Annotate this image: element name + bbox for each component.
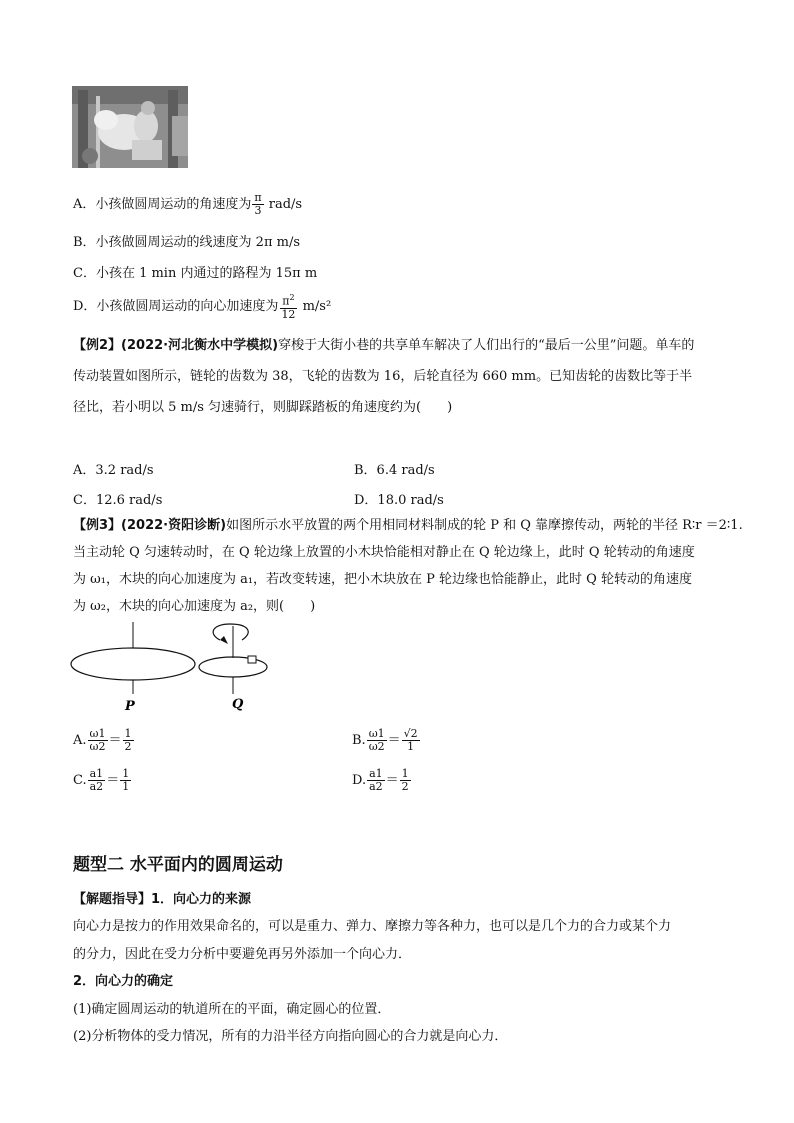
- option-d-text: D．小孩做圆周运动的向心加速度为: [73, 298, 279, 314]
- example3-option-b: B. $\frac{\omega 1}{\omega 2}$ ＝ $\frac{√2}{1}$: [352, 727, 418, 753]
- example2-line3: 径比，若小明以 5 m/s 匀速骑行，则脚踩踏板的角速度约为( ): [73, 400, 453, 415]
- option-d-fraction: [279, 292, 297, 321]
- section-title: 题型二 水平面内的圆周运动: [73, 855, 283, 875]
- example-source: (2022·河北衡水中学模拟): [121, 338, 279, 353]
- q1-option-d: [73, 292, 331, 321]
- q1-option-c: C．小孩在 1 min 内通过的路程为 15π m: [73, 266, 318, 281]
- ratio-left: $\frac{\omega 1}{\omega 2}$: [368, 727, 385, 753]
- option-a-text: A．小孩做圆周运动的角速度为: [73, 197, 252, 212]
- example3-line2: 当主动轮 Q 匀速转动时，在 Q 轮边缘上放置的小木块恰能相对静止在 Q 轮边缘上，此时 Q 轮转动的角速度: [73, 545, 695, 560]
- guide-item-1: 1．向心力的来源: [151, 892, 252, 907]
- example2-option-a: A．3.2 rad/s: [73, 463, 154, 478]
- option-a-unit: rad/s: [264, 197, 303, 212]
- example3-option-c: C. $\frac{a1}{a2}$ ＝ $\frac{1}{1}$: [73, 767, 130, 793]
- example2-option-d: D．18.0 rad/s: [354, 493, 444, 508]
- q1-option-a: [73, 192, 302, 217]
- wheel-p: [71, 648, 195, 680]
- wheel-q: [199, 657, 267, 677]
- example3-option-a: A. $\frac{\omega 1}{\omega 2}$ ＝ $\frac{1}{2}$: [73, 727, 132, 753]
- example-label: 【例2】: [73, 338, 122, 353]
- example-source: (2022·资阳诊断): [121, 518, 227, 533]
- guide-label: 【解题指导】: [73, 892, 152, 907]
- label-q: Q: [232, 697, 244, 712]
- example-label: 【例3】: [73, 518, 122, 533]
- guide-paragraph-line1: 向心力是按力的作用效果命名的，可以是重力、弹力、摩擦力等各种力，也可以是几个力的合力或某个力: [73, 919, 672, 934]
- fraction-denominator: 12: [281, 307, 296, 321]
- ratio-left: $\frac{a1}{a2}$: [369, 767, 383, 793]
- guide-heading: [73, 888, 251, 907]
- example3-line3: 为 ω₁，木块的向心加速度为 a₁，若改变转速，把小木块放在 P 轮边缘也恰能静止，此时 Q 轮转动的角速度: [73, 572, 692, 587]
- fraction-numerator: π: [254, 191, 262, 204]
- rotation-arrow-icon: [213, 624, 248, 640]
- ratio-left: $\frac{\omega 1}{\omega 2}$: [89, 727, 106, 753]
- label-p: P: [125, 699, 135, 714]
- example2-option-b: B．6.4 rad/s: [354, 463, 435, 478]
- fraction-numerator: $\pi^2$: [282, 293, 295, 308]
- carousel-photo: [72, 86, 188, 168]
- example2-line1: 【例2】(2022·河北衡水中学模拟)穿梭于大街小巷的共享单车解决了人们出行的“最后一公里”问题。单车的: [73, 338, 695, 353]
- guide-item-2: 2．向心力的确定: [73, 974, 174, 989]
- example3-line4: 为 ω₂，木块的向心加速度为 a₂，则( ): [73, 599, 316, 614]
- section-heading: [73, 850, 283, 875]
- fraction-denominator: 3: [254, 204, 262, 217]
- ratio-left: $\frac{a1}{a2}$: [89, 767, 104, 793]
- example3-option-d: D. $\frac{a1}{a2}$ ＝ $\frac{1}{2}$: [352, 767, 409, 793]
- ratio-right: $\frac{1}{2}$: [124, 727, 132, 753]
- friction-wheels-figure: [70, 618, 270, 716]
- guide-step-1: (1)确定圆周运动的轨道所在的平面，确定圆心的位置．: [73, 1002, 391, 1017]
- q1-option-b: B．小孩做圆周运动的线速度为 2π m/s: [73, 235, 301, 250]
- guide-step-2: (2)分析物体的受力情况，所有的力沿半径方向指向圆心的合力就是向心力．: [73, 1029, 508, 1044]
- ratio-right: $\frac{√2}{1}$: [403, 727, 418, 753]
- ratio-right: $\frac{1}{1}$: [122, 767, 130, 793]
- ratio-right: $\frac{1}{2}$: [401, 767, 409, 793]
- option-d-unit: m/s²: [298, 298, 332, 314]
- wooden-block: [248, 656, 256, 663]
- example3-line1: 【例3】(2022·资阳诊断)如图所示水平放置的两个用相同材料制成的轮 P 和 Q 靠摩擦传动，两轮的半径 R∶r ＝2∶1.: [73, 518, 743, 533]
- option-a-fraction: [252, 192, 263, 217]
- example2-option-c: C．12.6 rad/s: [73, 493, 163, 508]
- example2-line2: 传动装置如图所示，链轮的齿数为 38，飞轮的齿数为 16，后轮直径为 660 mm。已知齿轮的齿数比等于半: [73, 369, 693, 384]
- guide-paragraph-line2: 的分力，因此在受力分析中要避免再另外添加一个向心力．: [73, 947, 412, 962]
